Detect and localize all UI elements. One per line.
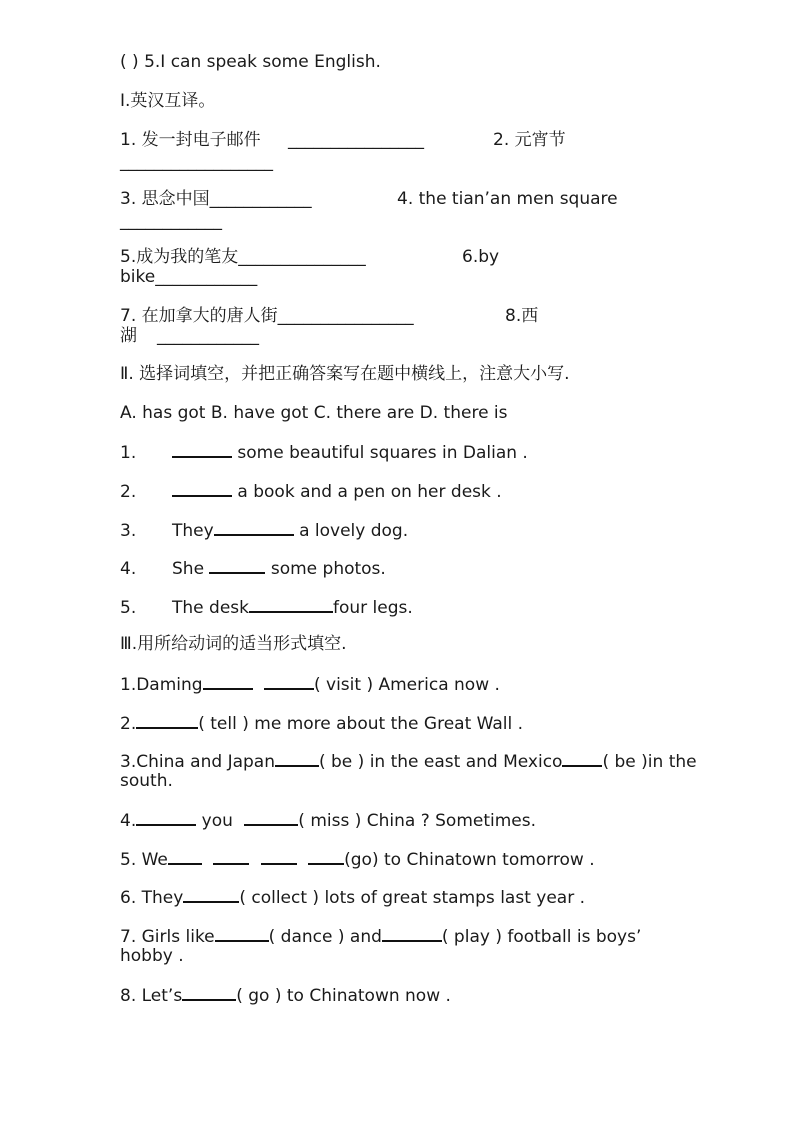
verb-item-5: 5. We (go) to Chinatown tomorrow . xyxy=(120,850,595,870)
translate-item-5 xyxy=(120,247,366,267)
section-1-heading: Ⅰ.英汉互译。 xyxy=(120,91,216,111)
item-label: 6.by xyxy=(462,247,500,267)
answer-blank[interactable]: ____________ xyxy=(209,189,312,209)
answer-blank[interactable] xyxy=(213,849,249,865)
item-label: 8.西 xyxy=(505,306,539,326)
verb-item-7-cont: hobby . xyxy=(120,946,184,966)
answer-blank: __________________ xyxy=(120,152,273,172)
answer-blank[interactable] xyxy=(562,751,602,767)
item-label: 3. 思念中国 xyxy=(120,189,210,209)
answer-blank[interactable]: _______________ xyxy=(238,247,366,267)
answer-blank[interactable] xyxy=(275,751,319,767)
answer-blank[interactable] xyxy=(249,597,333,613)
item-number: 1. xyxy=(120,443,137,463)
answer-blank[interactable] xyxy=(308,849,344,865)
item-label: 1. 发一封电子邮件 xyxy=(120,130,261,150)
verb-item-2: 2. ( tell ) me more about the Great Wall . xyxy=(120,714,524,734)
section-2-heading: Ⅱ. 选择词填空，并把正确答案写在题中横线上，注意大小写. xyxy=(120,364,570,384)
translate-item-4-blank[interactable] xyxy=(120,211,222,231)
answer-blank[interactable] xyxy=(136,810,196,826)
item-text: four legs. xyxy=(332,598,413,618)
answer-blank[interactable]: ________________ xyxy=(288,130,425,150)
question-5-line: ( ) 5.I can speak some English. xyxy=(120,52,381,72)
answer-blank[interactable] xyxy=(136,713,198,729)
verb-item-1: 1.Daming ( visit ) America now . xyxy=(120,675,500,695)
answer-blank: ____________ xyxy=(120,211,222,231)
translate-item-1 xyxy=(120,130,424,150)
answer-blank[interactable] xyxy=(264,674,314,690)
item-label: 湖 xyxy=(120,326,137,346)
item-text: some photos. xyxy=(265,559,386,579)
translate-item-6-cont xyxy=(120,267,257,287)
answer-blank[interactable] xyxy=(214,520,294,536)
item-text: a lovely dog. xyxy=(293,521,409,541)
item-label: 5.成为我的笔友 xyxy=(120,247,239,267)
verb-item-4: 4. you ( miss ) China ? Sometimes. xyxy=(120,811,537,831)
answer-blank[interactable] xyxy=(382,926,442,942)
translate-item-2-blank[interactable] xyxy=(120,152,273,172)
translate-item-4 xyxy=(397,189,618,209)
fill-item-1 xyxy=(120,442,528,463)
translate-item-7 xyxy=(120,306,414,326)
item-text: a book and a pen on her desk . xyxy=(232,482,502,502)
fill-item-5 xyxy=(120,597,413,618)
item-number: 4. xyxy=(120,559,137,579)
verb-item-3: 3.China and Japan ( be ) in the east and Mexico ( be )in the xyxy=(120,752,697,772)
answer-blank[interactable]: ____________ xyxy=(155,267,258,287)
section-3-heading: Ⅲ.用所给动词的适当形式填空. xyxy=(120,634,347,654)
answer-blank[interactable] xyxy=(168,849,202,865)
verb-item-3-cont: south. xyxy=(120,771,173,791)
answer-blank[interactable] xyxy=(172,442,232,458)
fill-item-2 xyxy=(120,481,502,502)
item-number: 2. xyxy=(120,482,137,502)
answer-blank[interactable] xyxy=(182,985,236,1001)
translate-item-8-cont xyxy=(120,326,259,346)
word-options: A. has got B. have got C. there are D. there is xyxy=(120,403,508,423)
item-label: 2. 元宵节 xyxy=(493,130,566,150)
answer-blank[interactable] xyxy=(244,810,298,826)
translate-item-8 xyxy=(505,306,538,326)
item-text: They xyxy=(172,521,214,541)
answer-blank[interactable]: ________________ xyxy=(277,306,414,326)
item-label: 7. 在加拿大的唐人街 xyxy=(120,306,278,326)
translate-item-6 xyxy=(462,247,499,267)
translate-item-2 xyxy=(493,130,566,150)
fill-item-3 xyxy=(120,520,408,541)
verb-item-8: 8. Let’s ( go ) to Chinatown now . xyxy=(120,986,451,1006)
answer-blank[interactable] xyxy=(209,558,265,574)
item-text: She xyxy=(172,559,210,579)
answer-blank[interactable] xyxy=(203,674,253,690)
translate-item-3 xyxy=(120,189,312,209)
item-label: bike xyxy=(120,267,156,287)
item-number: 5. xyxy=(120,598,137,618)
answer-blank[interactable] xyxy=(215,926,269,942)
answer-blank[interactable] xyxy=(261,849,297,865)
answer-blank[interactable] xyxy=(172,481,232,497)
verb-item-6: 6. They ( collect ) lots of great stamps last year . xyxy=(120,888,585,908)
verb-item-7: 7. Girls like ( dance ) and ( play ) football is boys’ xyxy=(120,927,642,947)
fill-item-4 xyxy=(120,558,386,579)
answer-blank[interactable] xyxy=(183,887,239,903)
item-label: 4. the tian’an men square xyxy=(397,189,618,209)
answer-blank[interactable]: ____________ xyxy=(157,326,259,346)
item-text: some beautiful squares in Dalian . xyxy=(232,443,528,463)
item-text: The desk xyxy=(172,598,249,618)
item-number: 3. xyxy=(120,521,137,541)
